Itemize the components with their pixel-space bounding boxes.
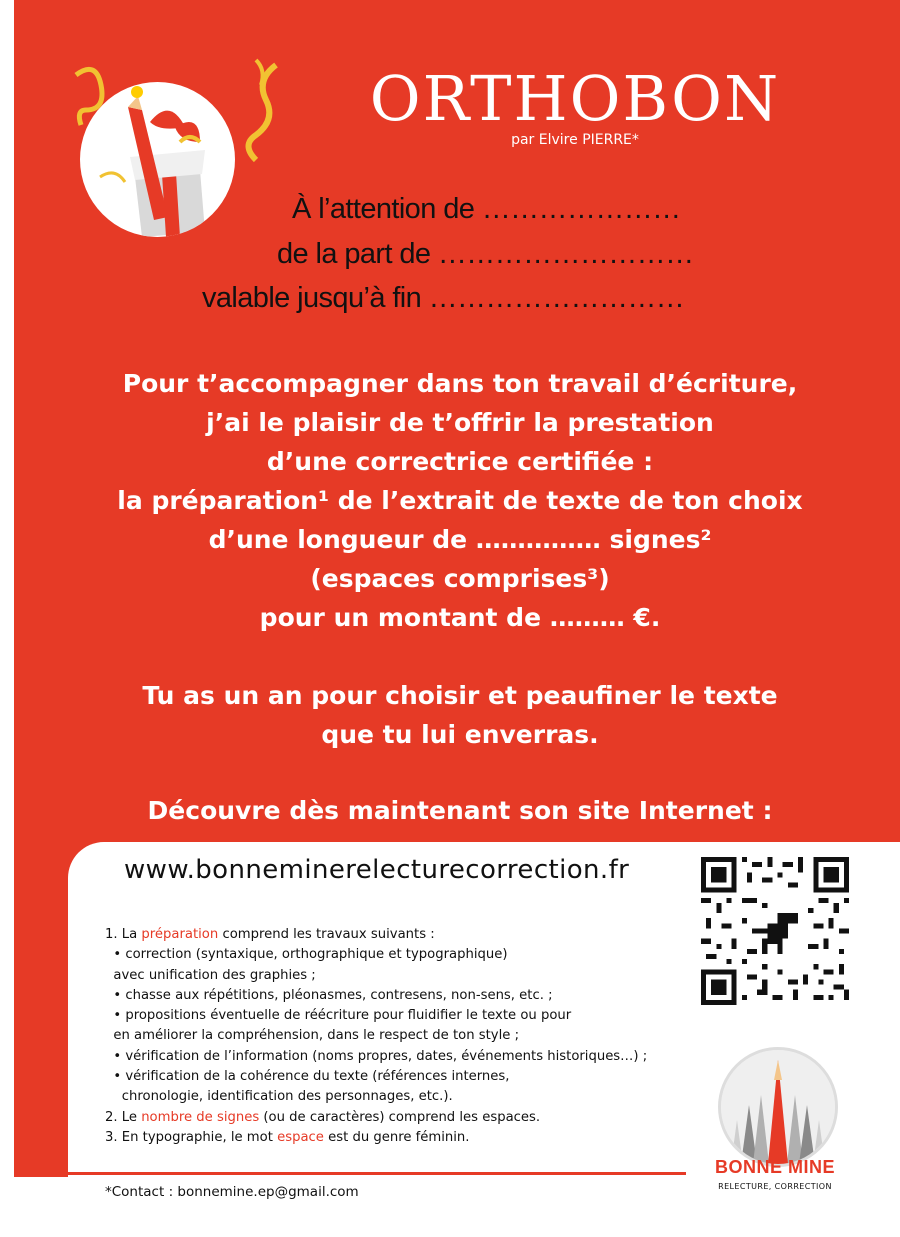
offer-line: d’une correctrice certifiée : <box>266 447 654 476</box>
footnote-3 <box>105 1128 647 1148</box>
footnote-text: 1. La <box>105 927 142 942</box>
bonne-mine-logo <box>718 1047 838 1167</box>
validity-line: valable jusqu’à fin ……………………… <box>202 282 685 314</box>
footnote-text: (ou de caractères) comprend les espaces. <box>259 1109 541 1125</box>
footnote-text: est du genre féminin. <box>323 1129 470 1145</box>
discover-text <box>80 791 840 830</box>
streamers-icon <box>66 55 306 165</box>
offer-line: pour un montant de ……… €. <box>259 603 661 632</box>
divider <box>14 1172 686 1175</box>
footnote-text: 2. Le <box>105 1109 142 1125</box>
footnote-text: 3. En typographie, le mot <box>105 1129 278 1145</box>
website-link[interactable]: www.bonneminerelecturecorrection.fr <box>124 855 630 885</box>
footnote-highlight: nombre de signes <box>141 1109 260 1125</box>
footnote-highlight: préparation <box>141 927 219 942</box>
white-corner <box>0 1177 68 1237</box>
deadline-line: Tu as un an pour choisir et peaufiner le texte <box>142 681 778 710</box>
footnote-item: en améliorer la compréhension, dans le respect de ton style ; <box>105 1028 520 1044</box>
footnote-item: • propositions éventuelle de réécriture pour fluidifier le texte ou pour <box>105 1008 572 1024</box>
bonne-mine-subtitle: RELECTURE, CORRECTION <box>718 1182 832 1191</box>
footnote-item: • vérification de la cohérence du texte (références internes, <box>105 1069 510 1085</box>
qr-code-icon[interactable] <box>701 857 849 1005</box>
bonne-mine-title: BONNE MINE <box>714 1157 835 1177</box>
footnote-text: comprend les travaux suivants : <box>218 927 435 942</box>
pencils-icon <box>721 1050 835 1164</box>
footnote-item: • chasse aux répétitions, pléonasmes, contresens, non-sens, etc. ; <box>105 987 553 1003</box>
deadline-line: que tu lui enverras. <box>321 720 599 749</box>
offer-line: (espaces comprises³) <box>310 564 610 593</box>
offer-line: d’une longueur de …………… signes² <box>208 525 712 554</box>
footnote-item: • vérification de l’information (noms propres, dates, événements historiques…) ; <box>105 1048 648 1064</box>
footnote-highlight: espace <box>277 1129 324 1145</box>
offer-line: Pour t’accompagner dans ton travail d’écriture, <box>122 369 798 398</box>
footnote-1 <box>105 925 647 945</box>
recipient-line: À l’attention de ………………… <box>292 193 681 225</box>
offer-text <box>80 364 840 637</box>
sender-line: de la part de ……………………… <box>277 238 694 270</box>
footnote-item: • correction (syntaxique, orthographique et typographique) <box>105 947 508 963</box>
footnote-item: chronologie, identification des personnages, etc.). <box>105 1089 453 1105</box>
brand-subtitle: par Elvire PIERRE* <box>511 132 639 148</box>
offer-line: j’ai le plaisir de t’offrir la prestation <box>206 408 714 437</box>
footnote-item: avec unification des graphies ; <box>105 967 316 983</box>
footnote-2 <box>105 1108 647 1128</box>
contact-email[interactable]: *Contact : bonnemine.ep@gmail.com <box>105 1184 359 1200</box>
offer-line: la préparation¹ de l’extrait de texte de ton choix <box>117 486 803 515</box>
brand-title: ORTHOBON <box>369 62 781 135</box>
footnotes <box>105 925 647 1148</box>
discover-line: Découvre dès maintenant son site Internet : <box>147 796 773 825</box>
deadline-text <box>80 676 840 754</box>
